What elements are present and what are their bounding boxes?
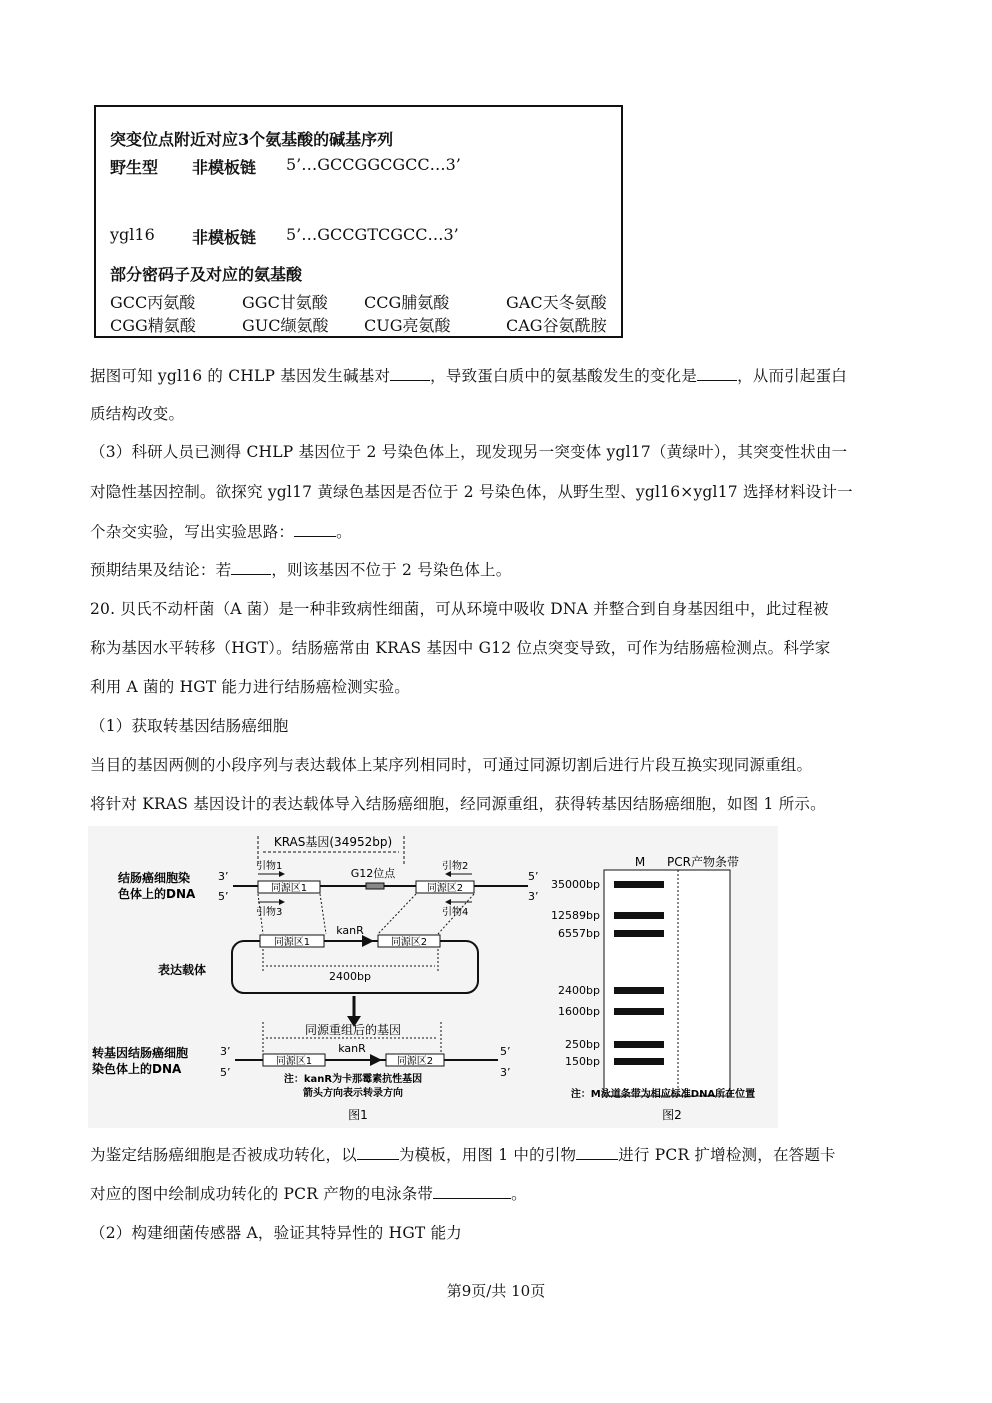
text-segment: 个杂交实验，写出实验思路： [90, 523, 295, 541]
mut-strand: 非模板链 [192, 228, 257, 247]
kras-label: KRAS基因(34952bp) [273, 835, 393, 849]
paragraph-line: 对隐性基因控制。欲探究 ygl17 黄绿色基因是否位于 2 号染色体，从野生型、ygl16×ygl17 选择材料设计一 [90, 483, 853, 501]
table-header: 突变位点附近对应3个氨基酸的碱基序列 [110, 130, 394, 149]
codon: GCC丙氨酸 [110, 293, 196, 312]
marker-label: 150bp [565, 1055, 600, 1068]
lane-m-label: M [634, 855, 646, 869]
codon: GAC天冬氨酸 [506, 293, 607, 312]
paragraph-line: （2）构建细菌传感器 A，验证其特异性的 HGT 能力 [90, 1224, 462, 1242]
marker-label: 250bp [565, 1038, 600, 1051]
row1-label: 结肠癌细胞染 [118, 871, 191, 885]
text-segment: ，导致蛋白质中的氨基酸发生的变化是 [430, 367, 698, 385]
codon: GUC缬氨酸 [242, 316, 329, 335]
paragraph-line [90, 1182, 527, 1204]
text-segment: 对应的图中绘制成功转化的 PCR 产物的电泳条带 [90, 1185, 434, 1203]
figure-2 [548, 826, 778, 1128]
answer-blank[interactable] [433, 1184, 511, 1199]
hom1-label: 同源区1 [270, 883, 308, 894]
codon: GGC甘氨酸 [242, 293, 328, 312]
paragraph-line: 质结构改变。 [90, 405, 185, 423]
five-prime-label: 5’ [218, 890, 229, 903]
mut-seq: 5’…GCCGTCGCC…3’ [286, 225, 459, 244]
marker-label: 6557bp [558, 927, 600, 940]
sequence-table [94, 105, 623, 338]
paragraph-line: 当目的基因两侧的小段序列与表达载体上某序列相同时，可通过同源切割后进行片段互换实现同源重组。 [90, 756, 813, 774]
hom2-label: 同源区2 [426, 883, 464, 894]
page-footer: 第9页/共 10页 [446, 1282, 546, 1300]
g12-label: G12位点 [350, 867, 396, 880]
g12-site [366, 883, 384, 889]
text-segment: 据图可知 ygl16 的 CHLP 基因发生碱基对 [90, 367, 391, 385]
vector-label: 表达载体 [158, 963, 207, 977]
codon: CCG脯氨酸 [364, 293, 450, 312]
marker-band [614, 912, 664, 919]
text-segment: 。 [511, 1185, 527, 1203]
marker-band [614, 1008, 664, 1015]
figure-1 [88, 826, 588, 1128]
paragraph-line: 20. 贝氏不动杆菌（A 菌）是一种非致病性细菌，可从环境中吸收 DNA 并整合到自身基因组中，此过程被 [90, 600, 829, 618]
hom2-label: 同源区2 [390, 937, 428, 948]
five-prime-label: 5’ [528, 870, 539, 883]
three-prime-label: 3’ [528, 890, 539, 903]
text-segment: 为鉴定结肠癌细胞是否被成功转化，以 [90, 1146, 357, 1164]
paragraph-line [90, 520, 352, 542]
text-segment: 进行 PCR 扩增检测，在答题卡 [618, 1146, 836, 1164]
paragraph-line [90, 1143, 836, 1165]
primer4-label: 引物4 [442, 907, 469, 918]
paragraph-line: 利用 A 菌的 HGT 能力进行结肠癌检测实验。 [90, 678, 410, 696]
paragraph-line: （1）获取转基因结肠癌细胞 [90, 717, 289, 735]
marker-band [614, 987, 664, 994]
answer-blank[interactable] [390, 366, 430, 381]
fig1-note: 箭头方向表示转录方向 [303, 1088, 403, 1099]
three-prime-label: 3’ [500, 1066, 511, 1079]
paragraph-line [90, 558, 511, 580]
three-prime-label: 3’ [218, 870, 229, 883]
wild-seq: 5’…GCCGGCGCC…3’ [286, 155, 461, 174]
answer-blank[interactable] [697, 366, 737, 381]
hom1-label: 同源区1 [273, 937, 311, 948]
marker-label: 12589bp [551, 909, 600, 922]
lane-pcr-label: PCR产物条带 [667, 855, 739, 869]
codon: CGG精氨酸 [110, 316, 196, 335]
codon: CAG谷氨酰胺 [506, 316, 607, 335]
primer1-label: 引物1 [256, 861, 283, 872]
marker-band [614, 1041, 664, 1048]
codon-header: 部分密码子及对应的氨基酸 [110, 265, 303, 284]
answer-blank[interactable] [576, 1145, 618, 1160]
fig1-note: 注：kanR为卡那霉素抗性基因 [283, 1074, 423, 1085]
codon: CUG亮氨酸 [364, 316, 451, 335]
paragraph-line: 称为基因水平转移（HGT）。结肠癌常由 KRAS 基因中 G12 位点突变导致，可作为结肠癌检测点。科学家 [90, 639, 831, 657]
fig1-caption: 图1 [348, 1108, 368, 1122]
marker-label: 35000bp [551, 878, 600, 891]
marker-band [614, 930, 664, 937]
row3-label: 染色体上的DNA [92, 1062, 182, 1076]
paragraph-line: 将针对 KRAS 基因设计的表达载体导入结肠癌细胞，经同源重组，获得转基因结肠癌细胞，如图 1 所示。 [90, 795, 826, 813]
fig2-caption: 图2 [662, 1108, 682, 1122]
text-segment: 预期结果及结论：若 [90, 561, 232, 579]
five-prime-label: 5’ [500, 1045, 511, 1058]
marker-label: 1600bp [558, 1005, 600, 1018]
fig2-note: 注：M泳道条带为相应标准DNA所在位置 [570, 1089, 756, 1100]
kan-label: kanR [338, 1042, 366, 1055]
kan-label: kanR [336, 924, 364, 937]
wild-strand: 非模板链 [192, 158, 257, 177]
row1-label: 色体上的DNA [118, 887, 196, 901]
mut-label: ygl16 [110, 225, 155, 244]
primer2-label: 引物2 [442, 861, 469, 872]
text-segment: ，从而引起蛋白 [737, 367, 847, 385]
text-segment: 。 [336, 523, 352, 541]
row3-label: 转基因结肠癌细胞 [92, 1046, 189, 1060]
hom1-label: 同源区1 [275, 1056, 313, 1067]
text-segment: ，则该基因不位于 2 号染色体上。 [271, 561, 512, 579]
recomb-label: 同源重组后的基因 [304, 1023, 402, 1037]
answer-blank[interactable] [357, 1145, 399, 1160]
marker-band [614, 881, 664, 888]
marker-band [614, 1058, 664, 1065]
paragraph-line [90, 364, 847, 386]
text-segment: 为模板，用图 1 中的引物 [398, 1146, 577, 1164]
wild-label: 野生型 [110, 158, 159, 177]
answer-blank[interactable] [294, 522, 336, 537]
primer3-label: 引物3 [256, 907, 283, 918]
marker-label: 2400bp [558, 984, 600, 997]
answer-blank[interactable] [231, 560, 271, 575]
hom2-label: 同源区2 [396, 1056, 434, 1067]
five-prime-label: 5’ [220, 1066, 231, 1079]
paragraph-line: （3）科研人员已测得 CHLP 基因位于 2 号染色体上，现发现另一突变体 ygl17（黄绿叶），其突变性状由一 [90, 443, 848, 461]
three-prime-label: 3’ [220, 1045, 231, 1058]
size-2400-label: 2400bp [329, 970, 371, 983]
